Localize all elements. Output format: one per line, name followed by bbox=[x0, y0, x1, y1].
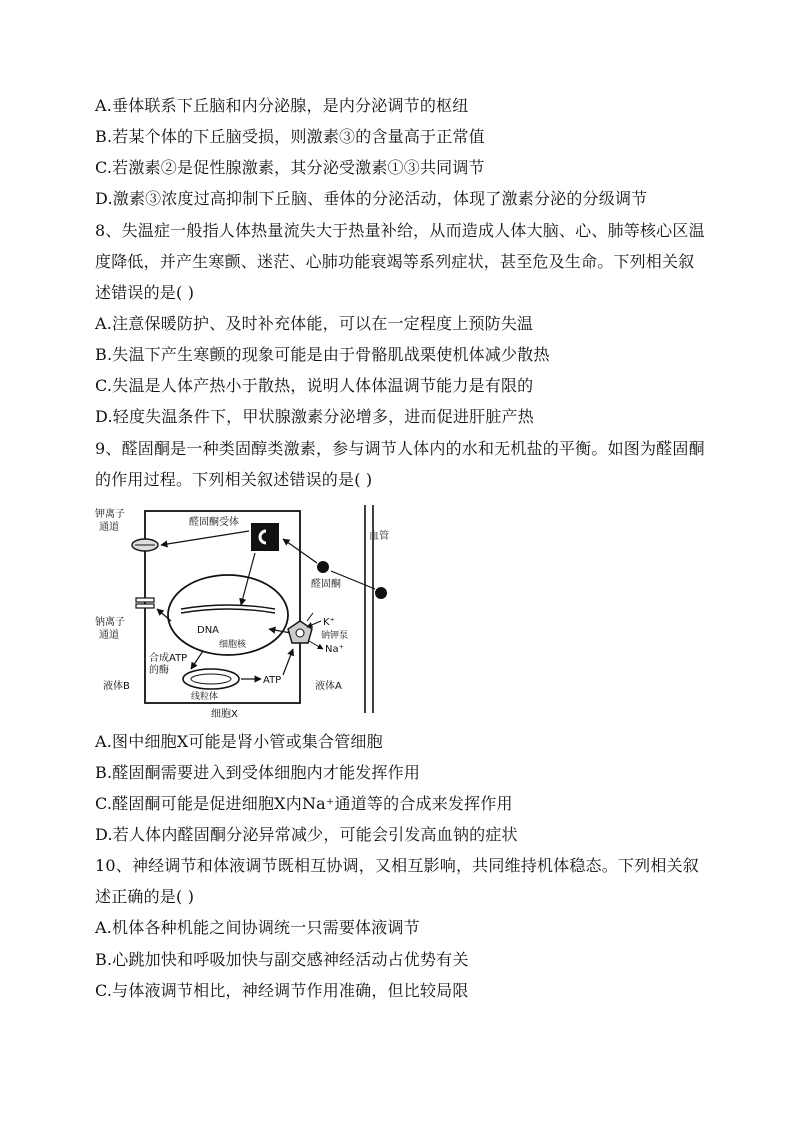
q10-option-a: A.机体各种机能之间协调统一只需要体液调节 bbox=[95, 918, 420, 937]
q10-option-c: C.与体液调节相比，神经调节作用准确，但比较局限 bbox=[95, 981, 469, 1000]
q10-option-b: B.心跳加快和呼吸加快与副交感神经活动占优势有关 bbox=[95, 950, 469, 969]
q10-stem-line-1: 10、神经调节和体液调节既相互协调，又相互影响，共同维持机体稳态。下列相关叙 bbox=[95, 856, 699, 875]
label-aldosterone: 醛固酮 bbox=[311, 579, 341, 590]
label-liquid-b: 液体B bbox=[103, 681, 130, 692]
label-liquid-a: 液体A bbox=[315, 681, 342, 692]
aldosterone-molecule-vessel bbox=[375, 587, 387, 599]
q8-option-a: A.注意保暖防护、及时补充体能，可以在一定程度上预防失温 bbox=[95, 314, 534, 333]
q8-option-c: C.失温是人体产热小于散热，说明人体体温调节能力是有限的 bbox=[95, 376, 534, 395]
label-dna: DNA bbox=[197, 625, 220, 636]
aldosterone-molecule bbox=[317, 561, 329, 573]
label-cell-x: 细胞X bbox=[211, 709, 238, 720]
label-blood-vessel: 血管 bbox=[369, 531, 389, 542]
label-k-ion: K⁺ bbox=[323, 617, 335, 628]
q9-option-c: C.醛固酮可能是促进细胞X内Na⁺通道等的合成来发挥作用 bbox=[95, 794, 513, 813]
q8-option-d: D.轻度失温条件下，甲状腺激素分泌增多，进而促进肝脏产热 bbox=[95, 407, 534, 426]
label-mitochondria: 线粒体 bbox=[191, 692, 219, 702]
q10-stem-line-2: 述正确的是( ) bbox=[95, 887, 195, 906]
q7-option-d: D.激素③浓度过高抑制下丘脑、垂体的分泌活动，体现了激素分泌的分级调节 bbox=[95, 189, 648, 208]
label-sodium-channel-2: 通道 bbox=[99, 630, 119, 641]
label-pump: 钠钾泵 bbox=[321, 631, 349, 641]
q7-option-b: B.若某个体的下丘脑受损，则激素③的含量高于正常值 bbox=[95, 127, 485, 146]
q9-stem-line-1: 9、醛固酮是一种类固醇类激素，参与调节人体内的水和无机盐的平衡。如图为醛固酮 bbox=[95, 439, 705, 458]
label-receptor: 醛固酮受体 bbox=[189, 517, 239, 528]
q8-stem-line-2: 度降低，并产生寒颤、迷茫、心肺功能衰竭等系列症状，甚至危及生命。下列相关叙 bbox=[95, 252, 695, 271]
q9-option-d: D.若人体内醛固酮分泌异常减少，可能会引发高血钠的症状 bbox=[95, 825, 518, 844]
label-atp-enzyme-1: 合成ATP bbox=[149, 653, 188, 664]
q9-stem-line-2: 的作用过程。下列相关叙述错误的是( ) bbox=[95, 470, 373, 489]
label-atp: ATP bbox=[263, 675, 282, 686]
aldosterone-diagram bbox=[93, 503, 413, 723]
label-nucleus: 细胞核 bbox=[219, 640, 247, 650]
label-na-ion: Na⁺ bbox=[325, 644, 344, 655]
label-atp-enzyme-2: 的酶 bbox=[149, 665, 169, 676]
q9-option-b: B.醛固酮需要进入到受体细胞内才能发挥作用 bbox=[95, 763, 421, 782]
label-potassium-channel-1: 钾离子 bbox=[95, 509, 125, 520]
q9-option-a: A.图中细胞X可能是肾小管或集合管细胞 bbox=[95, 732, 383, 751]
sodium-channel-icon bbox=[136, 598, 154, 602]
q8-stem-line-1: 8、失温症一般指人体热量流失大于热量补给，从而造成人体大脑、心、肺等核心区温 bbox=[95, 221, 705, 240]
receptor-icon bbox=[251, 523, 279, 551]
label-sodium-channel-1: 钠离子 bbox=[95, 617, 125, 628]
label-potassium-channel-2: 通道 bbox=[99, 522, 119, 533]
q7-option-c: C.若激素②是促性腺激素，其分泌受激素①③共同调节 bbox=[95, 158, 485, 177]
q7-option-a: A.垂体联系下丘脑和内分泌腺，是内分泌调节的枢纽 bbox=[95, 96, 469, 115]
q8-stem-line-3: 述错误的是( ) bbox=[95, 283, 195, 302]
q8-option-b: B.失温下产生寒颤的现象可能是由于骨骼肌战栗使机体减少散热 bbox=[95, 345, 550, 364]
